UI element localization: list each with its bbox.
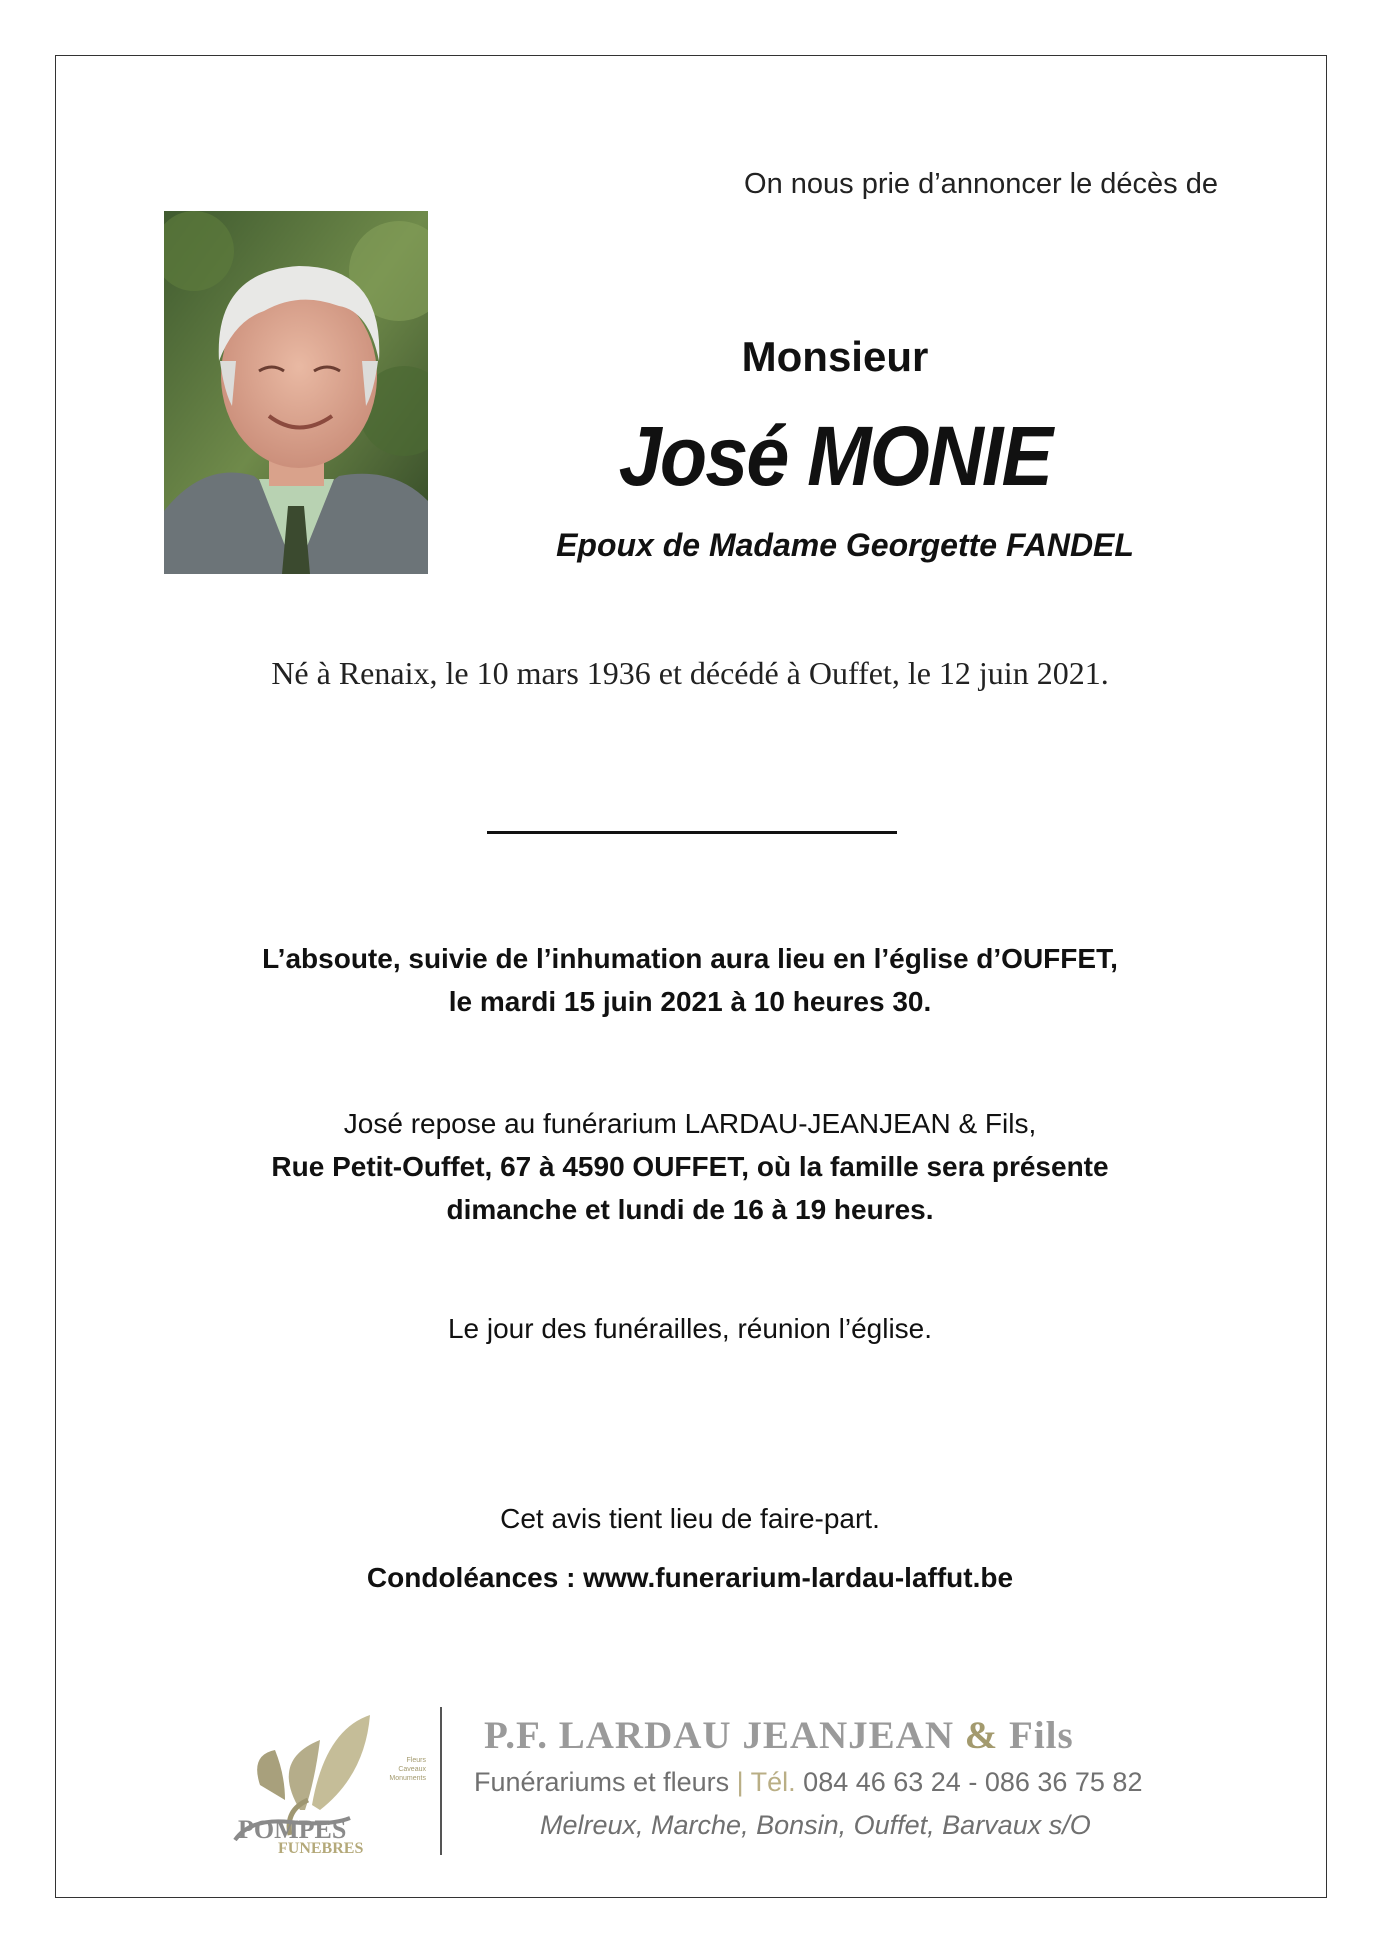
visitation-line-3: dimanche et lundi de 16 à 19 heures. bbox=[446, 1194, 934, 1225]
logo-side-text-2: Caveaux bbox=[398, 1766, 426, 1773]
services-text: Funérariums et fleurs bbox=[474, 1767, 730, 1797]
birth-death-line: Né à Renaix, le 10 mars 1936 et décédé à Ouffet, le 12 juin 2021. bbox=[271, 655, 1109, 691]
footer-divider bbox=[440, 1707, 442, 1855]
logo-side-text-3: Monuments bbox=[389, 1775, 426, 1782]
logo-word-1: POMPES bbox=[238, 1815, 347, 1844]
company-contact bbox=[474, 1767, 1142, 1798]
notice-text: Cet avis tient lieu de faire-part. bbox=[500, 1503, 880, 1534]
company-name-main: P.F. LARDAU JEANJEAN bbox=[484, 1714, 955, 1757]
announcement-text: On nous prie d’annoncer le décès de bbox=[744, 168, 1218, 200]
portrait-photo bbox=[164, 211, 428, 574]
funeral-day-text: Le jour des funérailles, réunion l’église. bbox=[447, 1313, 933, 1344]
ceremony-paragraph bbox=[120, 937, 1260, 1023]
company-logo bbox=[230, 1700, 430, 1855]
company-locations: Melreux, Marche, Bonsin, Ouffet, Barvaux s/O bbox=[540, 1810, 1091, 1840]
spouse-line: Epoux de Madame Georgette FANDEL bbox=[556, 527, 1134, 563]
honorific: Monsieur bbox=[741, 333, 929, 380]
ceremony-line-1: L’absoute, suivie de l’inhumation aura lieu en l’église d’OUFFET, bbox=[262, 943, 1118, 974]
condolences-text: Condoléances : www.funerarium-lardau-laffut.be bbox=[366, 1562, 1014, 1593]
logo-word-2: FUNEBRES bbox=[278, 1840, 364, 1855]
company-name-amp: & bbox=[964, 1714, 999, 1757]
visitation-line-1: José repose au funérarium LARDAU-JEANJEAN & Fils, bbox=[343, 1108, 1037, 1139]
visitation-paragraph bbox=[120, 1102, 1260, 1231]
company-name-end: Fils bbox=[1009, 1714, 1074, 1757]
phone-numbers: 084 46 63 24 - 086 36 75 82 bbox=[803, 1767, 1143, 1797]
separator-line bbox=[487, 831, 897, 834]
phone-label: | Tél. bbox=[736, 1767, 796, 1797]
company-name bbox=[484, 1713, 1074, 1758]
visitation-line-2: Rue Petit-Ouffet, 67 à 4590 OUFFET, où la famille sera présente bbox=[271, 1151, 1109, 1182]
ceremony-line-2: le mardi 15 juin 2021 à 10 heures 30. bbox=[448, 986, 932, 1017]
logo-side-text-1: Fleurs bbox=[406, 1757, 426, 1764]
deceased-name: José MONIE bbox=[618, 409, 1052, 503]
